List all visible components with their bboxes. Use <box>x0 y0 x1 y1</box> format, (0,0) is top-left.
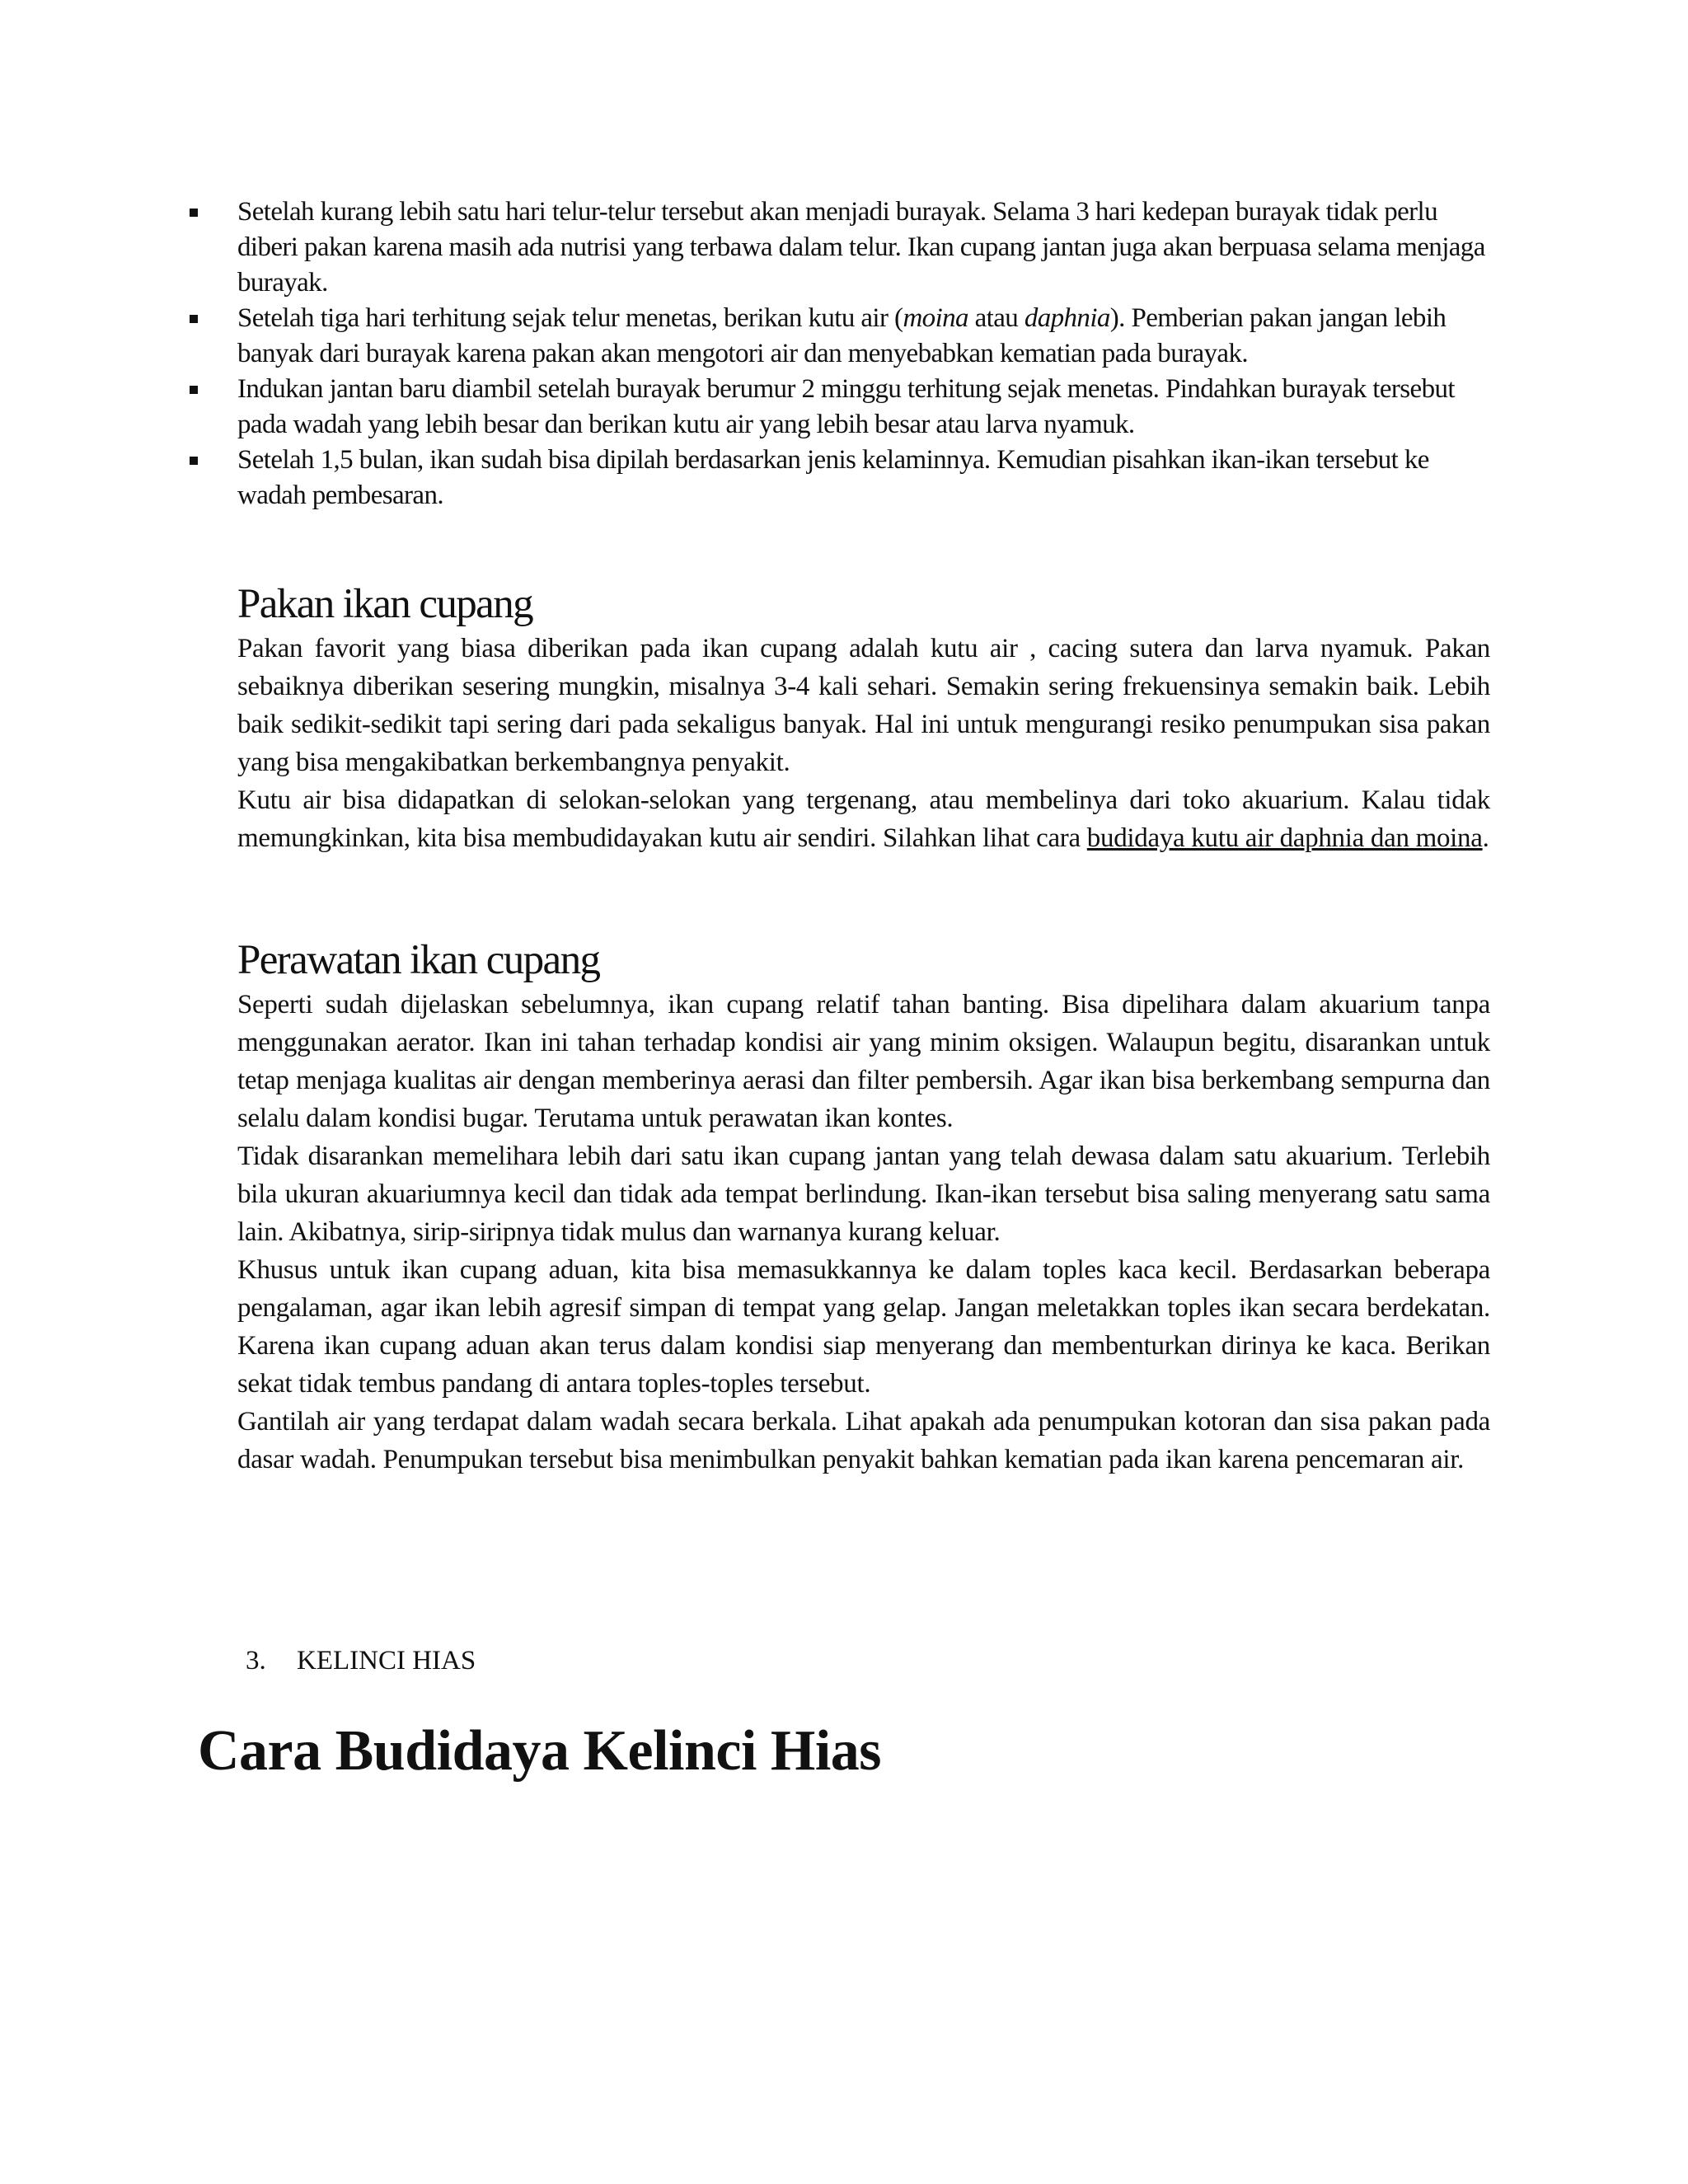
italic-term-daphnia: daphnia <box>1024 303 1110 333</box>
paragraph: Seperti sudah dijelaskan sebelumnya, ikan cupang relatif tahan banting. Bisa dipelihara dalam akuarium tanpa menggunakan aerator. Ikan ini tahan terhadap kondisi air yang minim oksigen. Walaupun begitu, disarankan untuk tetap menjaga kualitas air dengan memberinya aerasi dan filter pembersih. Agar ikan bisa berkembang sempurna dan selalu dalam kondisi bugar. Terutama untuk perawatan ikan kontes. <box>237 990 1490 1133</box>
italic-term-moina: moina <box>903 303 968 333</box>
bullet-text: Setelah 1,5 bulan, ikan sudah bisa dipilah berdasarkan jenis kelaminnya. Kemudian pisahkan ikan-ikan tersebut ke wadah pembesaran. <box>237 445 1429 510</box>
bullet-text: ). Pemberian pakan jangan lebih banyak dari burayak karena pakan akan mengotori air dan menyebabkan kematian pada burayak. <box>237 303 1447 368</box>
bullet-text: Setelah tiga hari terhitung sejak telur menetas, berikan kutu air ( <box>237 303 903 333</box>
budidaya-kutu-air-link[interactable]: budidaya kutu air daphnia dan moina <box>1086 823 1483 853</box>
list-item <box>188 301 1490 372</box>
section-perawatan <box>237 935 1490 1479</box>
bullet-text: atau <box>968 303 1025 333</box>
paragraph: Gantilah air yang terdapat dalam wadah secara berkala. Lihat apakah ada penumpukan kotoran dan sisa pakan pada dasar wadah. Penumpukan tersebut bisa menimbulkan penyakit bahkan kematian pada ikan karena pencemaran air. <box>237 1407 1490 1474</box>
paragraph <box>237 781 1490 857</box>
page-title: Cara Budidaya Kelinci Hias <box>198 1719 882 1783</box>
section-heading: Perawatan ikan cupang <box>237 937 600 983</box>
list-item <box>188 372 1490 443</box>
paragraph: Pakan favorit yang biasa diberikan pada ikan cupang adalah kutu air , cacing sutera dan larva nyamuk. Pakan sebaiknya diberikan sesering mungkin, misalnya 3-4 kali sehari. Semakin sering frekuensinya semakin baik. Lebih baik sedikit-sedikit tapi sering dari pada sekaligus banyak. Hal ini untuk mengurangi resiko penumpukan sisa pakan yang bisa mengakibatkan berkembangnya penyakit. <box>237 634 1490 777</box>
item-text: KELINCI HIAS <box>297 1646 476 1675</box>
square-bullet-icon <box>190 209 198 217</box>
square-bullet-icon <box>190 386 198 394</box>
numbered-item <box>246 1642 476 1680</box>
section-pakan <box>237 579 1490 857</box>
section-heading: Pakan ikan cupang <box>237 581 533 627</box>
item-number: 3. <box>246 1646 266 1675</box>
paragraph-text: . <box>1482 823 1489 853</box>
square-bullet-icon <box>190 457 198 465</box>
paragraph: Tidak disarankan memelihara lebih dari satu ikan cupang jantan yang telah dewasa dalam satu akuarium. Terlebih bila ukuran akuariumnya kecil dan tidak ada tempat berlindung. Ikan-ikan tersebut bisa saling menyerang satu sama lain. Akibatnya, sirip-siripnya tidak mulus dan warnanya kurang keluar. <box>237 1141 1490 1247</box>
list-item <box>188 443 1490 513</box>
paragraph: Khusus untuk ikan cupang aduan, kita bisa memasukkannya ke dalam toples kaca kecil. Berdasarkan beberapa pengalaman, agar ikan lebih agresif simpan di tempat yang gelap. Jangan meletakkan toples ikan secara berdekatan. Karena ikan cupang aduan akan terus dalam kondisi siap menyerang dan membenturkan dirinya ke kaca. Berikan sekat tidak tembus pandang di antara toples-toples tersebut. <box>237 1255 1490 1399</box>
paragraph-text: Kutu air bisa didapatkan di selokan-selokan yang tergenang, atau membelinya dari toko akuarium. Kalau tidak memungkinkan, kita bisa membudidayakan kutu air sendiri. Silahkan lihat cara <box>237 785 1490 853</box>
bullet-text: Indukan jantan baru diambil setelah burayak berumur 2 minggu terhitung sejak menetas. Pindahkan burayak tersebut pada wadah yang lebih besar dan berikan kutu air yang lebih besar atau larva nyamuk. <box>237 374 1455 439</box>
list-item <box>188 194 1490 301</box>
square-bullet-icon <box>190 315 198 323</box>
bullet-text: Setelah kurang lebih satu hari telur-telur tersebut akan menjadi burayak. Selama 3 hari kedepan burayak tidak perlu diberi pakan karena masih ada nutrisi yang terbawa dalam telur. Ikan cupang jantan juga akan berpuasa selama menjaga burayak. <box>237 197 1485 298</box>
bullet-list <box>188 194 1490 513</box>
